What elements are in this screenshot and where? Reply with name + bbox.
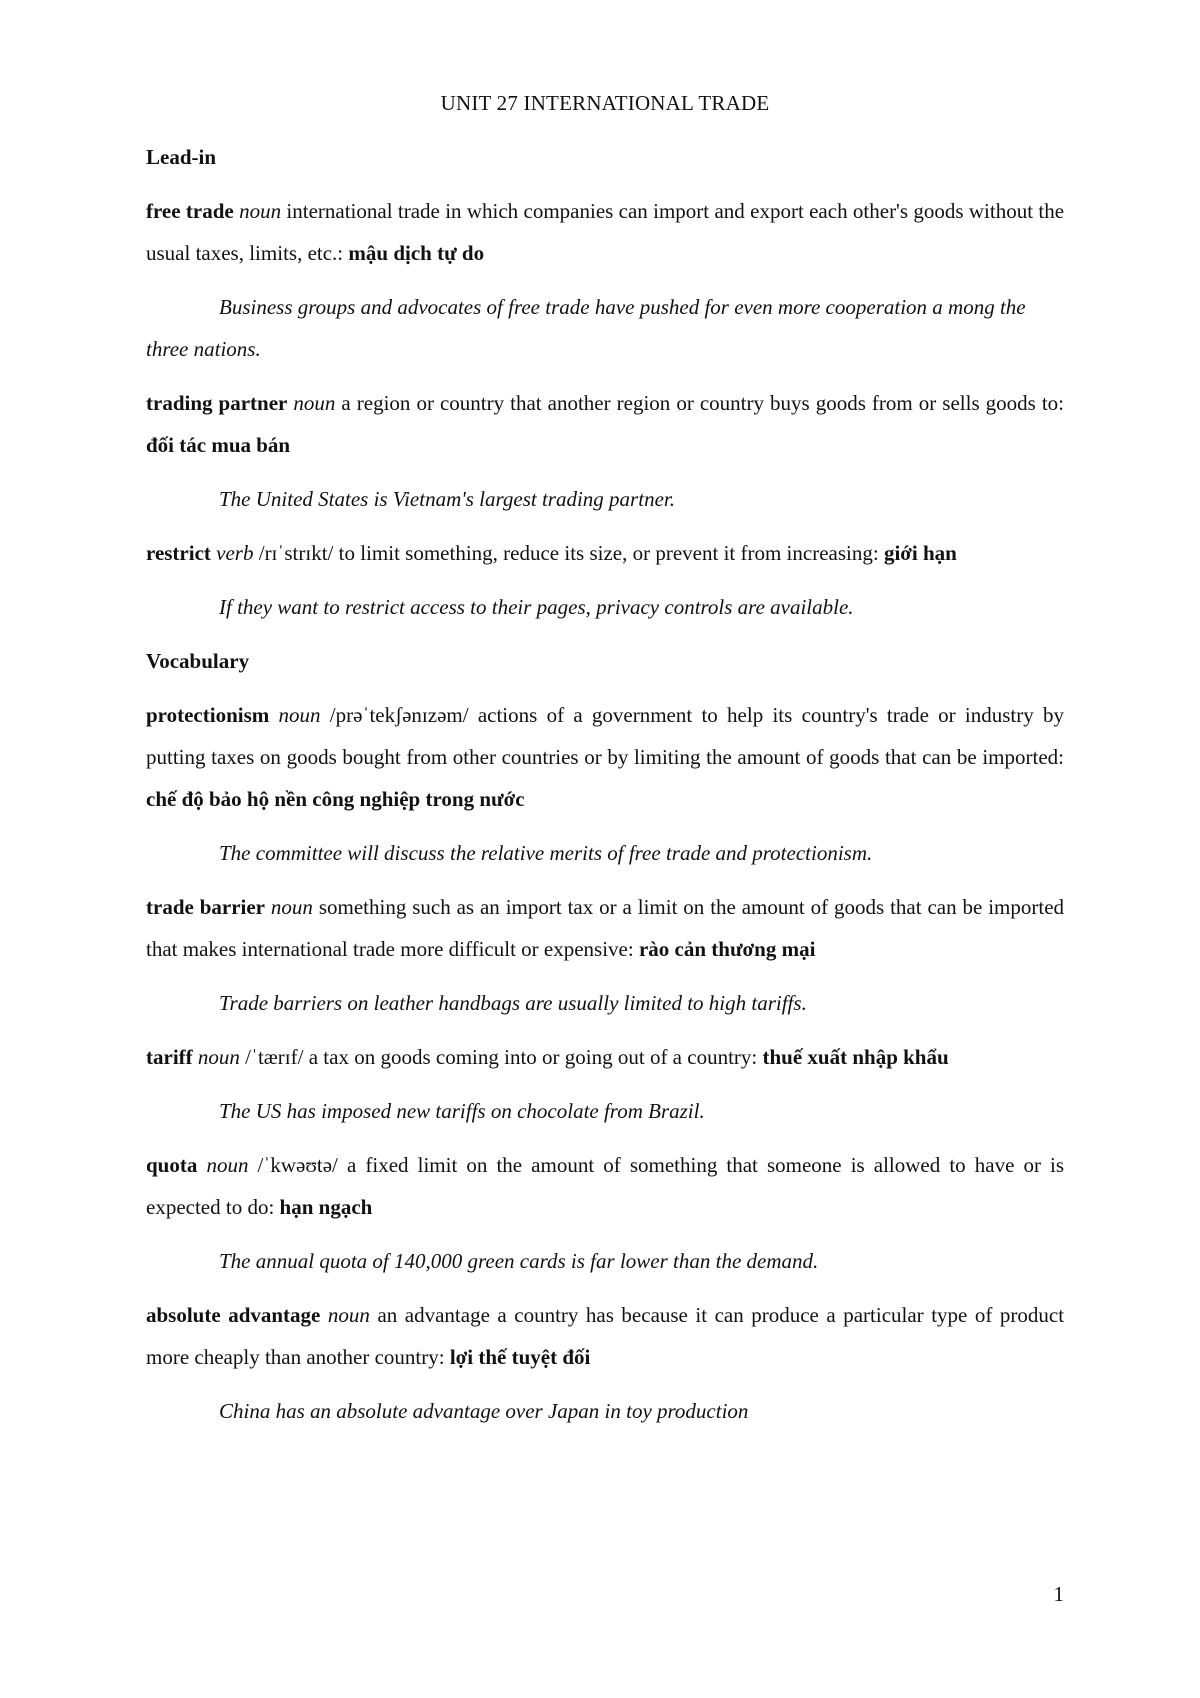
- part-of-speech: noun: [206, 1153, 249, 1177]
- vietnamese-translation: lợi thế tuyệt đối: [449, 1345, 591, 1369]
- vietnamese-translation: hạn ngạch: [279, 1195, 373, 1219]
- entry-restrict: [146, 532, 1064, 574]
- entry-tariff: [146, 1036, 1064, 1078]
- headword: tariff: [146, 1045, 193, 1069]
- headword: trading partner: [146, 391, 288, 415]
- entry-trading-partner: [146, 382, 1064, 466]
- page-number: 1: [1053, 1582, 1064, 1606]
- entry-absolute-advantage: [146, 1294, 1064, 1378]
- vietnamese-translation: rào cản thương mại: [638, 937, 816, 961]
- section-heading-vocabulary: Vocabulary: [146, 649, 250, 673]
- part-of-speech: verb: [216, 541, 254, 565]
- document-body: [146, 82, 1064, 1444]
- phonetic: /ˈkwəʊtə/: [257, 1153, 338, 1177]
- page-title: UNIT 27 INTERNATIONAL TRADE: [440, 91, 770, 115]
- definition: a tax on goods coming into or going out of a country:: [308, 1045, 758, 1069]
- headword: quota: [146, 1153, 198, 1177]
- definition: a region or country that another region or country buys goods from or sells goods to:: [341, 391, 1065, 415]
- vietnamese-translation: giới hạn: [883, 541, 957, 565]
- headword: restrict: [146, 541, 211, 565]
- entry-protectionism: [146, 694, 1064, 820]
- vietnamese-translation: mậu dịch tự do: [348, 241, 485, 265]
- example-sentence: The US has imposed new tariffs on chocolate from Brazil.: [219, 1099, 705, 1123]
- part-of-speech: noun: [270, 895, 313, 919]
- definition: an advantage a country has because it can produce a particular type of product more cheaply than another country:: [146, 1303, 1065, 1369]
- entry-trade-barrier: [146, 886, 1064, 970]
- example-sentence: Trade barriers on leather handbags are usually limited to high tariffs.: [219, 991, 807, 1015]
- vietnamese-translation: đối tác mua bán: [146, 433, 291, 457]
- headword: protectionism: [146, 703, 270, 727]
- phonetic: /ˈtærɪf/: [245, 1045, 304, 1069]
- phonetic: /rɪˈstrɪkt/: [258, 541, 334, 565]
- phonetic: /prəˈtekʃənɪzəm/: [329, 703, 469, 727]
- vietnamese-translation: chế độ bảo hộ nền công nghiệp trong nước: [146, 787, 525, 811]
- vietnamese-translation: thuế xuất nhập khẩu: [762, 1045, 949, 1069]
- part-of-speech: noun: [278, 703, 321, 727]
- section-heading-lead-in: Lead-in: [146, 145, 217, 169]
- example-sentence: Business groups and advocates of free trade have pushed for even more cooperation a mong the three nations.: [146, 295, 1026, 361]
- entry-quota: [146, 1144, 1064, 1228]
- definition: international trade in which companies can import and export each other's goods without the usual taxes, limits, etc.:: [146, 199, 1065, 265]
- example-sentence: If they want to restrict access to their pages, privacy controls are available.: [219, 595, 854, 619]
- definition: something such as an import tax or a limit on the amount of goods that can be imported that makes international trade more difficult or expensive:: [146, 895, 1065, 961]
- definition: actions of a government to help its country's trade or industry by putting taxes on goods bought from other countries or by limiting the amount of goods that can be imported:: [146, 703, 1065, 769]
- example-sentence: The annual quota of 140,000 green cards is far lower than the demand.: [219, 1249, 819, 1273]
- part-of-speech: noun: [327, 1303, 370, 1327]
- definition: to limit something, reduce its size, or prevent it from increasing:: [338, 541, 879, 565]
- part-of-speech: noun: [239, 199, 282, 223]
- example-sentence: The committee will discuss the relative merits of free trade and protectionism.: [219, 841, 873, 865]
- entry-free-trade: [146, 190, 1064, 274]
- headword: absolute advantage: [146, 1303, 321, 1327]
- part-of-speech: noun: [197, 1045, 240, 1069]
- example-sentence: China has an absolute advantage over Japan in toy production: [219, 1399, 749, 1423]
- definition: a fixed limit on the amount of something that someone is allowed to have or is expected to do:: [146, 1153, 1065, 1219]
- headword: trade barrier: [146, 895, 266, 919]
- headword: free trade: [146, 199, 234, 223]
- part-of-speech: noun: [293, 391, 336, 415]
- example-sentence: The United States is Vietnam's largest trading partner.: [219, 487, 675, 511]
